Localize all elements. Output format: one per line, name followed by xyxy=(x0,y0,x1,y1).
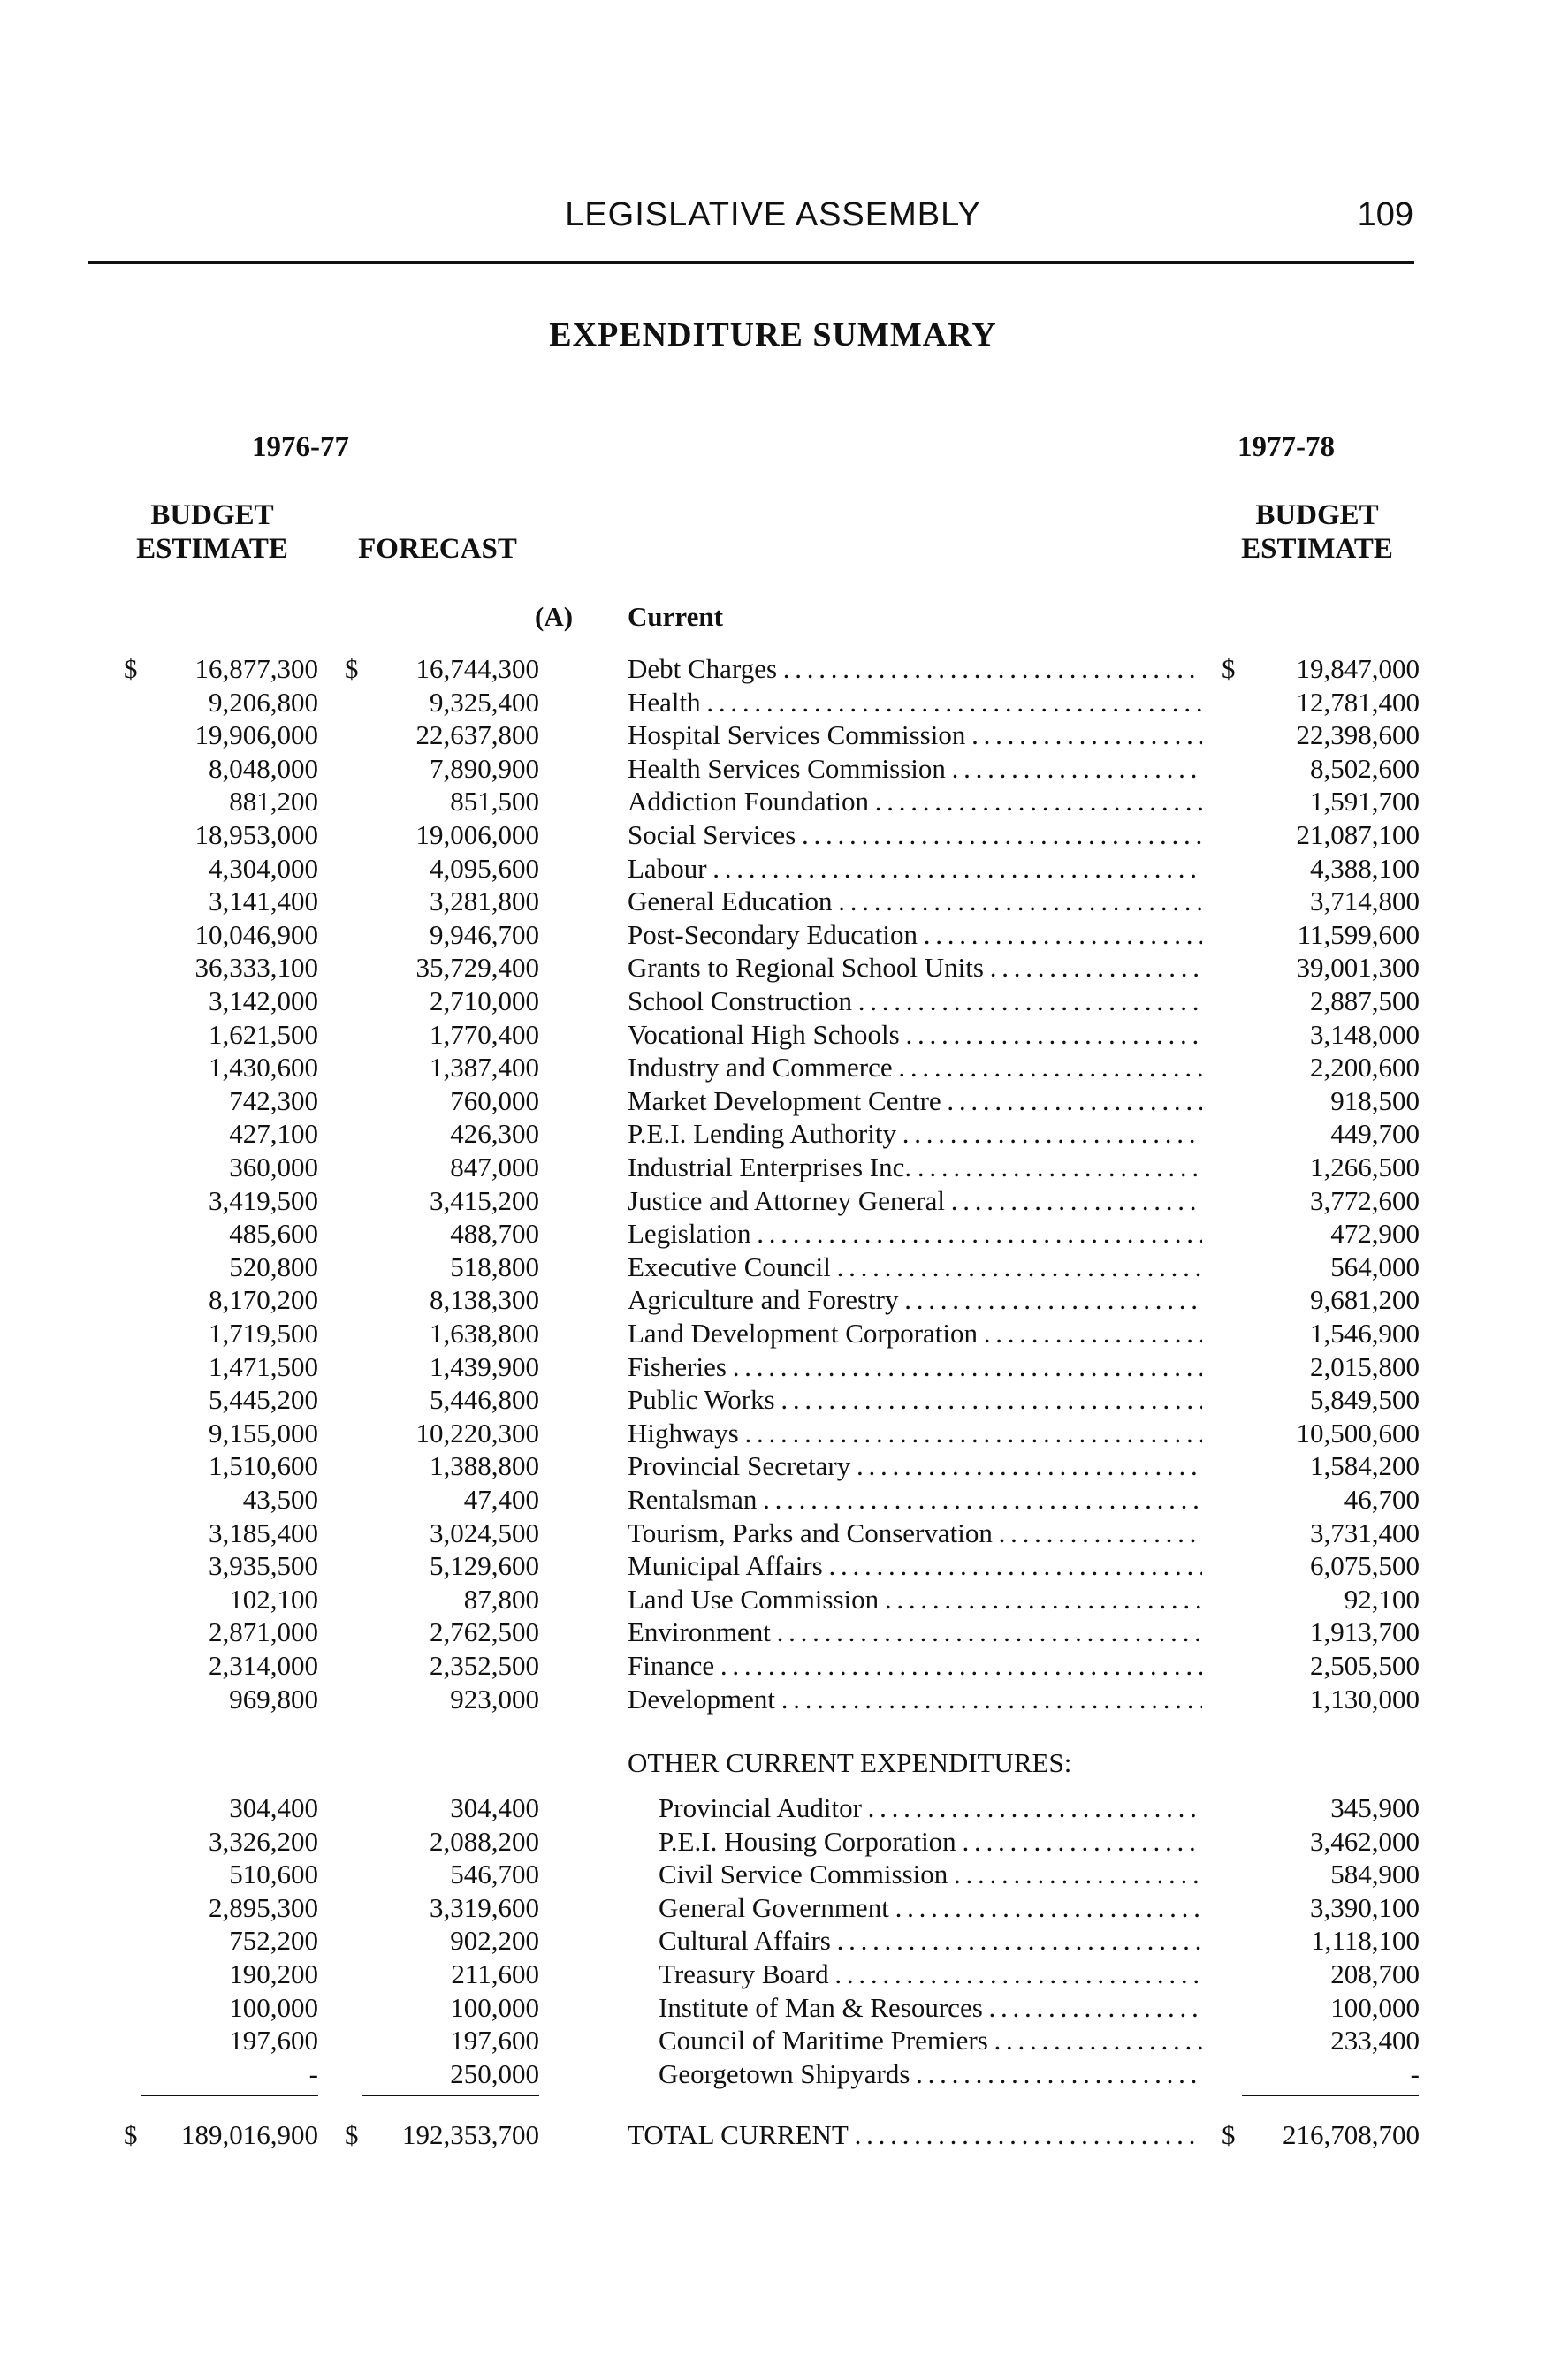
budget-1977-78-cell: 3,390,100 xyxy=(1310,1891,1420,1923)
dollar-sign: $ xyxy=(1222,2119,1236,2150)
table-row xyxy=(0,885,1546,917)
budget-1977-78-cell: 1,266,500 xyxy=(1310,1152,1420,1182)
forecast-1976-77-cell: 518,800 xyxy=(450,1251,539,1282)
table-row xyxy=(0,1051,1546,1084)
budget-1977-78-cell: 21,087,100 xyxy=(1296,819,1420,850)
budget-1976-77-cell: 19,906,000 xyxy=(194,719,318,751)
table-row xyxy=(0,1117,1546,1150)
expenditure-label: Highways . . . xyxy=(628,1417,1202,1449)
dollar-sign: $ xyxy=(1222,653,1236,684)
total-budget-1976-77: 189,016,900 xyxy=(181,2119,318,2150)
table-row xyxy=(0,1583,1546,1616)
expenditure-label: Justice and Attorney General . . . xyxy=(628,1184,1202,1217)
forecast-1976-77-cell: 3,415,200 xyxy=(430,1184,539,1216)
table-row xyxy=(0,686,1546,719)
budget-1976-77-cell: 9,155,000 xyxy=(209,1417,318,1449)
table-row xyxy=(0,1616,1546,1648)
budget-1976-77-cell: 3,326,200 xyxy=(209,1825,318,1857)
table-row xyxy=(0,1151,1546,1183)
table-row xyxy=(0,852,1546,885)
table-row xyxy=(0,1184,1546,1217)
forecast-header: FORECAST xyxy=(358,533,517,565)
forecast-1976-77-cell: 250,000 xyxy=(450,2057,539,2089)
table-row xyxy=(0,652,1546,685)
expenditure-label: P.E.I. Housing Corporation . . . xyxy=(659,1825,1202,1858)
forecast-1976-77-cell: 47,400 xyxy=(463,1484,539,1515)
expenditure-label: Public Works . . . xyxy=(628,1383,1202,1416)
forecast-1976-77-cell: 923,000 xyxy=(450,1683,539,1715)
budget-1977-78-cell: 208,700 xyxy=(1330,1958,1420,1989)
expenditure-label: General Education . . . xyxy=(628,885,1202,917)
expenditure-label: Post-Secondary Education . . . xyxy=(628,918,1202,951)
page-header-title: LEGISLATIVE ASSEMBLY xyxy=(565,196,981,233)
table-row xyxy=(0,1891,1546,1924)
budget-1977-78-cell: 449,700 xyxy=(1330,1118,1420,1150)
budget-1976-77-cell: 2,871,000 xyxy=(209,1616,318,1648)
budget-1977-78-cell: 22,398,600 xyxy=(1296,719,1420,751)
forecast-1976-77-cell: 35,729,400 xyxy=(415,952,539,984)
budget-1976-77-cell: 3,935,500 xyxy=(209,1550,318,1582)
expenditure-label: Health . . . xyxy=(628,686,1202,719)
forecast-1976-77-cell: 19,006,000 xyxy=(415,819,539,850)
table-row xyxy=(0,1649,1546,1682)
forecast-1976-77-cell: 304,400 xyxy=(450,1792,539,1823)
expenditure-label: Grants to Regional School Units . . . xyxy=(628,951,1202,984)
expenditure-label: Land Development Corporation . . . xyxy=(628,1317,1202,1350)
estimate-header-right: ESTIMATE xyxy=(1241,533,1393,565)
year-label-1976-77: 1976-77 xyxy=(252,431,349,463)
budget-1976-77-cell: 3,185,400 xyxy=(209,1517,318,1548)
expenditure-label: Vocational High Schools . . . xyxy=(628,1018,1202,1051)
section-marker: (A) xyxy=(535,601,574,632)
expenditure-label: Land Use Commission . . . xyxy=(628,1583,1202,1616)
budget-1977-78-cell: 46,700 xyxy=(1344,1484,1420,1515)
budget-1977-78-cell: 3,462,000 xyxy=(1310,1825,1420,1857)
forecast-1976-77-cell: 3,281,800 xyxy=(430,886,539,917)
table-row xyxy=(0,1350,1546,1383)
budget-1977-78-cell: 1,546,900 xyxy=(1310,1318,1420,1349)
budget-1976-77-cell: 4,304,000 xyxy=(209,852,318,884)
forecast-1976-77-cell: 7,890,900 xyxy=(430,752,539,784)
table-row xyxy=(0,752,1546,785)
budget-1976-77-cell: 304,400 xyxy=(229,1792,318,1823)
budget-1976-77-cell: 100,000 xyxy=(229,1991,318,2023)
forecast-1976-77-cell: 1,387,400 xyxy=(430,1052,539,1084)
table-row xyxy=(0,719,1546,751)
expenditure-label: Market Development Centre . . . xyxy=(628,1084,1202,1117)
estimate-header-left: ESTIMATE xyxy=(136,533,288,565)
budget-1977-78-cell: 12,781,400 xyxy=(1296,686,1420,718)
budget-1976-77-cell: 485,600 xyxy=(229,1218,318,1250)
budget-1976-77-cell: 3,141,400 xyxy=(209,886,318,917)
forecast-1976-77-cell: 16,744,300 xyxy=(415,653,539,684)
table-row xyxy=(0,1858,1546,1890)
total-rule-3 xyxy=(1242,2095,1419,2096)
budget-1976-77-cell: 427,100 xyxy=(229,1118,318,1150)
budget-1976-77-cell: 190,200 xyxy=(229,1958,318,1989)
expenditure-label: School Construction . . . xyxy=(628,985,1202,1017)
other-current-heading: OTHER CURRENT EXPENDITURES: xyxy=(628,1747,1072,1778)
budget-1977-78-cell: 3,731,400 xyxy=(1310,1517,1420,1548)
total-rule-2 xyxy=(362,2095,539,2096)
budget-1977-78-cell: 233,400 xyxy=(1330,2025,1420,2057)
forecast-1976-77-cell: 22,637,800 xyxy=(415,719,539,751)
forecast-1976-77-cell: 10,220,300 xyxy=(415,1417,539,1449)
expenditure-label: Hospital Services Commission . . . xyxy=(628,719,1202,751)
expenditure-label: Agriculture and Forestry . . . xyxy=(628,1283,1202,1316)
expenditure-label: Cultural Affairs . . . xyxy=(659,1924,1202,1957)
forecast-1976-77-cell: 488,700 xyxy=(450,1218,539,1250)
forecast-1976-77-cell: 902,200 xyxy=(450,1925,539,1957)
forecast-1976-77-cell: 760,000 xyxy=(450,1084,539,1116)
table-row xyxy=(0,1084,1546,1117)
section-label: Current xyxy=(628,601,723,632)
total-label: TOTAL CURRENT . . . xyxy=(628,2118,1202,2151)
forecast-1976-77-cell: 87,800 xyxy=(463,1583,539,1615)
table-row xyxy=(0,1791,1546,1824)
total-row xyxy=(0,2118,1546,2151)
forecast-1976-77-cell: 3,024,500 xyxy=(430,1517,539,1548)
budget-1977-78-cell: 4,388,100 xyxy=(1310,852,1420,884)
table-row xyxy=(0,2057,1546,2090)
table-row xyxy=(0,1417,1546,1449)
budget-1976-77-cell: 1,471,500 xyxy=(209,1350,318,1382)
forecast-1976-77-cell: 851,500 xyxy=(450,786,539,817)
budget-1976-77-cell: 510,600 xyxy=(229,1859,318,1890)
table-row xyxy=(0,1251,1546,1283)
budget-1976-77-cell: 9,206,800 xyxy=(209,686,318,718)
budget-1977-78-cell: 2,200,600 xyxy=(1310,1052,1420,1084)
expenditure-label: Fisheries . . . xyxy=(628,1350,1202,1383)
forecast-1976-77-cell: 5,129,600 xyxy=(430,1550,539,1582)
table-row xyxy=(0,1483,1546,1516)
expenditure-label: Council of Maritime Premiers . . . xyxy=(659,2024,1202,2057)
table-row xyxy=(0,1924,1546,1957)
budget-1977-78-cell: 3,148,000 xyxy=(1310,1018,1420,1050)
expenditure-label: Industry and Commerce . . . xyxy=(628,1051,1202,1084)
budget-1977-78-cell: 6,075,500 xyxy=(1310,1550,1420,1582)
budget-1976-77-cell: 742,300 xyxy=(229,1084,318,1116)
table-row xyxy=(0,1991,1546,2024)
budget-1977-78-cell: 2,887,500 xyxy=(1310,985,1420,1016)
table-row xyxy=(0,1683,1546,1715)
expenditure-label: Civil Service Commission . . . xyxy=(659,1858,1202,1890)
forecast-1976-77-cell: 847,000 xyxy=(450,1152,539,1182)
dollar-sign: $ xyxy=(345,2119,359,2150)
budget-1976-77-cell: 8,170,200 xyxy=(209,1284,318,1316)
expenditure-label: Provincial Auditor . . . xyxy=(659,1791,1202,1824)
budget-1977-78-cell: 918,500 xyxy=(1330,1084,1420,1116)
table-row xyxy=(0,1018,1546,1051)
budget-1976-77-cell: 1,621,500 xyxy=(209,1018,318,1050)
budget-1977-78-cell: 8,502,600 xyxy=(1310,752,1420,784)
table-row xyxy=(0,1825,1546,1858)
budget-1977-78-cell: 564,000 xyxy=(1330,1251,1420,1282)
expenditure-label: General Government . . . xyxy=(659,1891,1202,1924)
dollar-sign: $ xyxy=(124,653,138,684)
forecast-1976-77-cell: 4,095,600 xyxy=(430,852,539,884)
page-number: 109 xyxy=(1357,196,1413,233)
expenditure-label: Labour . . . xyxy=(628,852,1202,885)
table-row xyxy=(0,1283,1546,1316)
budget-1976-77-cell: 18,953,000 xyxy=(194,819,318,850)
expenditure-label: Debt Charges . . . xyxy=(628,652,1202,685)
table-row xyxy=(0,1549,1546,1582)
budget-header-left: BUDGET xyxy=(150,499,274,531)
budget-1976-77-cell: 102,100 xyxy=(229,1583,318,1615)
forecast-1976-77-cell: 2,710,000 xyxy=(430,985,539,1016)
expenditure-label: Provincial Secretary . . . xyxy=(628,1449,1202,1482)
budget-1977-78-cell: - xyxy=(1410,2057,1420,2089)
budget-1977-78-cell: 9,681,200 xyxy=(1310,1284,1420,1316)
forecast-1976-77-cell: 1,638,800 xyxy=(430,1318,539,1349)
forecast-1976-77-cell: 9,325,400 xyxy=(430,686,539,718)
budget-1976-77-cell: 1,719,500 xyxy=(209,1318,318,1349)
forecast-1976-77-cell: 5,446,800 xyxy=(430,1384,539,1416)
budget-1976-77-cell: 969,800 xyxy=(229,1683,318,1715)
table-row xyxy=(0,985,1546,1017)
budget-1977-78-cell: 1,591,700 xyxy=(1310,786,1420,817)
expenditure-label: Executive Council . . . xyxy=(628,1251,1202,1283)
expenditure-label: Development . . . xyxy=(628,1683,1202,1715)
budget-1977-78-cell: 2,505,500 xyxy=(1310,1650,1420,1681)
budget-1977-78-cell: 1,913,700 xyxy=(1310,1616,1420,1648)
total-budget-1977-78: 216,708,700 xyxy=(1283,2119,1420,2150)
table-row xyxy=(0,1958,1546,1990)
budget-1977-78-cell: 472,900 xyxy=(1330,1218,1420,1250)
table-row xyxy=(0,785,1546,817)
budget-1976-77-cell: 43,500 xyxy=(242,1484,318,1515)
table-row xyxy=(0,818,1546,851)
expenditure-label: Finance . . . xyxy=(628,1649,1202,1682)
table-row xyxy=(0,918,1546,951)
budget-1976-77-cell: 360,000 xyxy=(229,1152,318,1182)
expenditure-label: Industrial Enterprises Inc. . . . xyxy=(628,1151,1202,1183)
table-row xyxy=(0,1217,1546,1250)
budget-1977-78-cell: 3,772,600 xyxy=(1310,1184,1420,1216)
forecast-1976-77-cell: 9,946,700 xyxy=(430,918,539,950)
budget-1976-77-cell: 1,510,600 xyxy=(209,1450,318,1482)
budget-1976-77-cell: 1,430,600 xyxy=(209,1052,318,1084)
forecast-1976-77-cell: 100,000 xyxy=(450,1991,539,2023)
budget-1976-77-cell: 8,048,000 xyxy=(209,752,318,784)
document-title: EXPENDITURE SUMMARY xyxy=(549,316,997,354)
expenditure-label: Legislation . . . xyxy=(628,1217,1202,1250)
budget-1977-78-cell: 345,900 xyxy=(1330,1792,1420,1823)
budget-1977-78-cell: 19,847,000 xyxy=(1296,653,1420,684)
budget-1977-78-cell: 1,130,000 xyxy=(1310,1683,1420,1715)
budget-1976-77-cell: 3,142,000 xyxy=(209,985,318,1016)
budget-1977-78-cell: 92,100 xyxy=(1344,1583,1420,1615)
forecast-1976-77-cell: 1,439,900 xyxy=(430,1350,539,1382)
header-rule xyxy=(88,261,1414,264)
budget-1976-77-cell: 5,445,200 xyxy=(209,1384,318,1416)
expenditure-label: Addiction Foundation . . . xyxy=(628,785,1202,817)
expenditure-label: Institute of Man & Resources . . . xyxy=(659,1991,1202,2024)
dollar-sign: $ xyxy=(124,2119,138,2150)
budget-1977-78-cell: 10,500,600 xyxy=(1296,1417,1420,1449)
budget-1976-77-cell: 197,600 xyxy=(229,2025,318,2057)
forecast-1976-77-cell: 3,319,600 xyxy=(430,1891,539,1923)
expenditure-label: Treasury Board . . . xyxy=(659,1958,1202,1990)
table-row xyxy=(0,2024,1546,2057)
year-label-1977-78: 1977-78 xyxy=(1238,431,1335,463)
total-forecast-1976-77: 192,353,700 xyxy=(402,2119,539,2150)
forecast-1976-77-cell: 1,388,800 xyxy=(430,1450,539,1482)
budget-1976-77-cell: 2,314,000 xyxy=(209,1650,318,1681)
expenditure-label: Rentalsman . . . xyxy=(628,1483,1202,1516)
forecast-1976-77-cell: 8,138,300 xyxy=(430,1284,539,1316)
forecast-1976-77-cell: 211,600 xyxy=(451,1958,539,1989)
budget-1977-78-cell: 3,714,800 xyxy=(1310,886,1420,917)
budget-1976-77-cell: 3,419,500 xyxy=(209,1184,318,1216)
total-rule-1 xyxy=(141,2095,318,2096)
expenditure-label: Georgetown Shipyards . . . xyxy=(659,2057,1202,2090)
budget-1977-78-cell: 5,849,500 xyxy=(1310,1384,1420,1416)
budget-1976-77-cell: 881,200 xyxy=(229,786,318,817)
budget-1977-78-cell: 2,015,800 xyxy=(1310,1350,1420,1382)
budget-1977-78-cell: 39,001,300 xyxy=(1296,952,1420,984)
budget-header-right: BUDGET xyxy=(1255,499,1379,531)
budget-1976-77-cell: 16,877,300 xyxy=(194,653,318,684)
budget-1977-78-cell: 584,900 xyxy=(1330,1859,1420,1890)
forecast-1976-77-cell: 426,300 xyxy=(450,1118,539,1150)
forecast-1976-77-cell: 1,770,400 xyxy=(430,1018,539,1050)
expenditure-label: P.E.I. Lending Authority . . . xyxy=(628,1117,1202,1150)
expenditure-label: Health Services Commission . . . xyxy=(628,752,1202,785)
table-row xyxy=(0,1383,1546,1416)
budget-1976-77-cell: 10,046,900 xyxy=(194,918,318,950)
budget-1976-77-cell: 520,800 xyxy=(229,1251,318,1282)
forecast-1976-77-cell: 546,700 xyxy=(450,1859,539,1890)
budget-1976-77-cell: - xyxy=(308,2057,318,2089)
budget-1977-78-cell: 1,118,100 xyxy=(1311,1925,1420,1957)
budget-1976-77-cell: 36,333,100 xyxy=(194,952,318,984)
budget-1977-78-cell: 100,000 xyxy=(1330,1991,1420,2023)
budget-1976-77-cell: 2,895,300 xyxy=(209,1891,318,1923)
expenditure-label: Tourism, Parks and Conservation . . . xyxy=(628,1517,1202,1549)
forecast-1976-77-cell: 197,600 xyxy=(450,2025,539,2057)
table-row xyxy=(0,1517,1546,1549)
table-row xyxy=(0,1449,1546,1482)
table-row xyxy=(0,951,1546,984)
expenditure-label: Municipal Affairs . . . xyxy=(628,1549,1202,1582)
forecast-1976-77-cell: 2,762,500 xyxy=(430,1616,539,1648)
dollar-sign: $ xyxy=(345,653,359,684)
budget-1977-78-cell: 11,599,600 xyxy=(1297,918,1420,950)
expenditure-label: Environment . . . xyxy=(628,1616,1202,1648)
expenditure-label: Social Services . . . xyxy=(628,818,1202,851)
budget-1976-77-cell: 752,200 xyxy=(229,1925,318,1957)
forecast-1976-77-cell: 2,088,200 xyxy=(430,1825,539,1857)
table-row xyxy=(0,1317,1546,1350)
budget-1977-78-cell: 1,584,200 xyxy=(1310,1450,1420,1482)
forecast-1976-77-cell: 2,352,500 xyxy=(430,1650,539,1681)
